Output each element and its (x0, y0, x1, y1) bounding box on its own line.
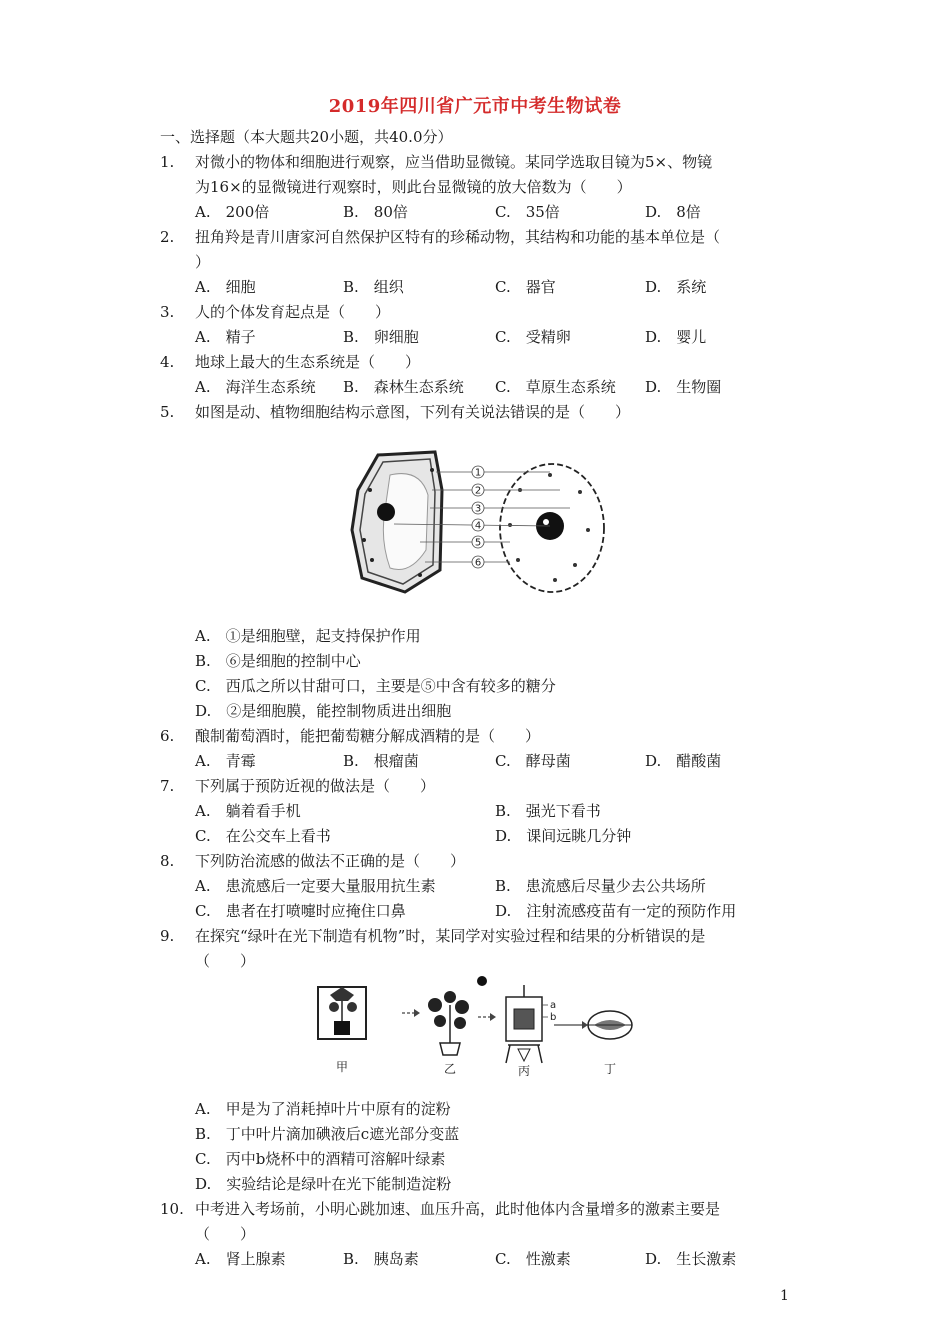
figure-label-1: 1 (474, 467, 482, 479)
question-text: ） (195, 253, 211, 271)
question-number: 4. (160, 353, 175, 371)
figure-label-6: 6 (474, 557, 482, 569)
option-a: A. 细胞 (195, 278, 256, 296)
option-c: C. 器官 (495, 278, 556, 296)
option-a: A. 青霉 (195, 752, 256, 770)
option-c: C. 在公交车上看书 (195, 827, 331, 845)
option-b: B. 森林生态系统 (343, 378, 464, 396)
vacuole (383, 474, 428, 570)
option-b: B. 强光下看书 (495, 802, 601, 820)
question-number: 10. (160, 1200, 184, 1218)
figure-label-5: 5 (474, 537, 482, 549)
option-b: B. 患流感后尽量少去公共场所 (495, 877, 706, 895)
step-jia (318, 987, 366, 1039)
question-text: 对微小的物体和细胞进行观察，应当借助显微镜。某同学选取目镜为5×、物镜 (195, 153, 713, 171)
question-text: 为16×的显微镜进行观察时，则此台显微镜的放大倍数为（ ） (195, 178, 632, 196)
option-d: D. 系统 (645, 278, 707, 296)
question-text: （ ） (195, 952, 256, 970)
question-text: （ ） (195, 1225, 256, 1243)
question-text: 地球上最大的生态系统是（ ） (195, 353, 421, 371)
step-yi (428, 991, 469, 1055)
figure-label-2: 2 (474, 485, 482, 497)
caption-yi: 乙 (443, 1062, 457, 1076)
question-text: 中考进入考场前，小明心跳加速、血压升高，此时他体内含量增多的激素主要是 (195, 1200, 721, 1218)
figure-label-3: 3 (474, 503, 482, 515)
option-d: D. 婴儿 (645, 328, 707, 346)
sun-icon (477, 976, 487, 986)
option-d: D. 生长激素 (645, 1250, 737, 1268)
cell-structure-figure (350, 450, 610, 600)
option-a: A. 海洋生态系统 (195, 378, 316, 396)
plant-nucleus (377, 503, 395, 521)
question-number: 8. (160, 852, 175, 870)
option-c: C. 性激素 (495, 1250, 571, 1268)
question-number: 1. (160, 153, 175, 171)
step-bing (506, 985, 556, 1063)
option-c: C. 草原生态系统 (495, 378, 616, 396)
page-number: 1 (780, 1288, 789, 1304)
option-a: A. 精子 (195, 328, 256, 346)
option-d: D. 注射流感疫苗有一定的预防作用 (495, 902, 737, 920)
option-c: C. 患者在打喷嚏时应掩住口鼻 (195, 902, 406, 920)
question-number: 6. (160, 727, 175, 745)
figure-label-4: 4 (474, 520, 482, 532)
question-text: 在探究“绿叶在光下制造有机物”时，某同学对实验过程和结果的分析错误的是 (195, 927, 706, 945)
question-number: 3. (160, 303, 175, 321)
question-text: 如图是动、植物细胞结构示意图，下列有关说法错误的是（ ） (195, 403, 631, 421)
option-a: A. ①是细胞壁，起支持保护作用 (195, 627, 421, 645)
section-heading: 一、选择题（本大题共20小题，共40.0分） (160, 128, 453, 146)
question-text: 下列防治流感的做法不正确的是（ ） (195, 852, 466, 870)
question-text: 人的个体发育起点是（ ） (195, 303, 391, 321)
caption-jia: 甲 (335, 1060, 349, 1074)
option-a: A. 200倍 (195, 203, 270, 221)
option-c: C. 丙中b烧杯中的酒精可溶解叶绿素 (195, 1150, 446, 1168)
option-d: D. 醋酸菌 (645, 752, 722, 770)
option-d: D. ②是细胞膜，能控制物质进出细胞 (195, 702, 452, 720)
option-c: C. 35倍 (495, 203, 560, 221)
option-d: D. 8倍 (645, 203, 701, 221)
question-number: 5. (160, 403, 175, 421)
option-a: A. 肾上腺素 (195, 1250, 286, 1268)
caption-ding: 丁 (603, 1062, 617, 1076)
exam-title: 2019年四川省广元市中考生物试卷 (328, 96, 622, 117)
question-number: 2. (160, 228, 175, 246)
option-a: A. 患流感后一定要大量服用抗生素 (195, 877, 436, 895)
option-b: B. 卵细胞 (343, 328, 419, 346)
option-c: C. 西瓜之所以甘甜可口，主要是⑤中含有较多的糖分 (195, 677, 556, 695)
question-text: 下列属于预防近视的做法是（ ） (195, 777, 436, 795)
option-b: B. 根瘤菌 (343, 752, 419, 770)
question-number: 7. (160, 777, 175, 795)
photosynthesis-experiment-figure (310, 975, 650, 1080)
option-a: A. 甲是为了消耗掉叶片中原有的淀粉 (195, 1100, 451, 1118)
question-text: 酿制葡萄酒时，能把葡萄糖分解成酒精的是（ ） (195, 727, 541, 745)
option-c: C. 酵母菌 (495, 752, 571, 770)
option-d: D. 生物圈 (645, 378, 722, 396)
label-b: b (550, 1012, 557, 1023)
option-b: B. 丁中叶片滴加碘液后c遮光部分变蓝 (195, 1125, 460, 1143)
question-number: 9. (160, 927, 175, 945)
step-ding (588, 1011, 632, 1039)
option-b: B. 胰岛素 (343, 1250, 419, 1268)
option-b: B. 组织 (343, 278, 404, 296)
question-text: 扭角羚是青川唐家河自然保护区特有的珍稀动物，其结构和功能的基本单位是（ (195, 228, 721, 246)
option-c: C. 受精卵 (495, 328, 571, 346)
option-d: D. 课间远眺几分钟 (495, 827, 632, 845)
option-d: D. 实验结论是绿叶在光下能制造淀粉 (195, 1175, 452, 1193)
option-a: A. 躺着看手机 (195, 802, 301, 820)
label-a: a (550, 1000, 557, 1011)
caption-bing: 丙 (517, 1064, 531, 1078)
option-b: B. 80倍 (343, 203, 408, 221)
option-b: B. ⑥是细胞的控制中心 (195, 652, 361, 670)
